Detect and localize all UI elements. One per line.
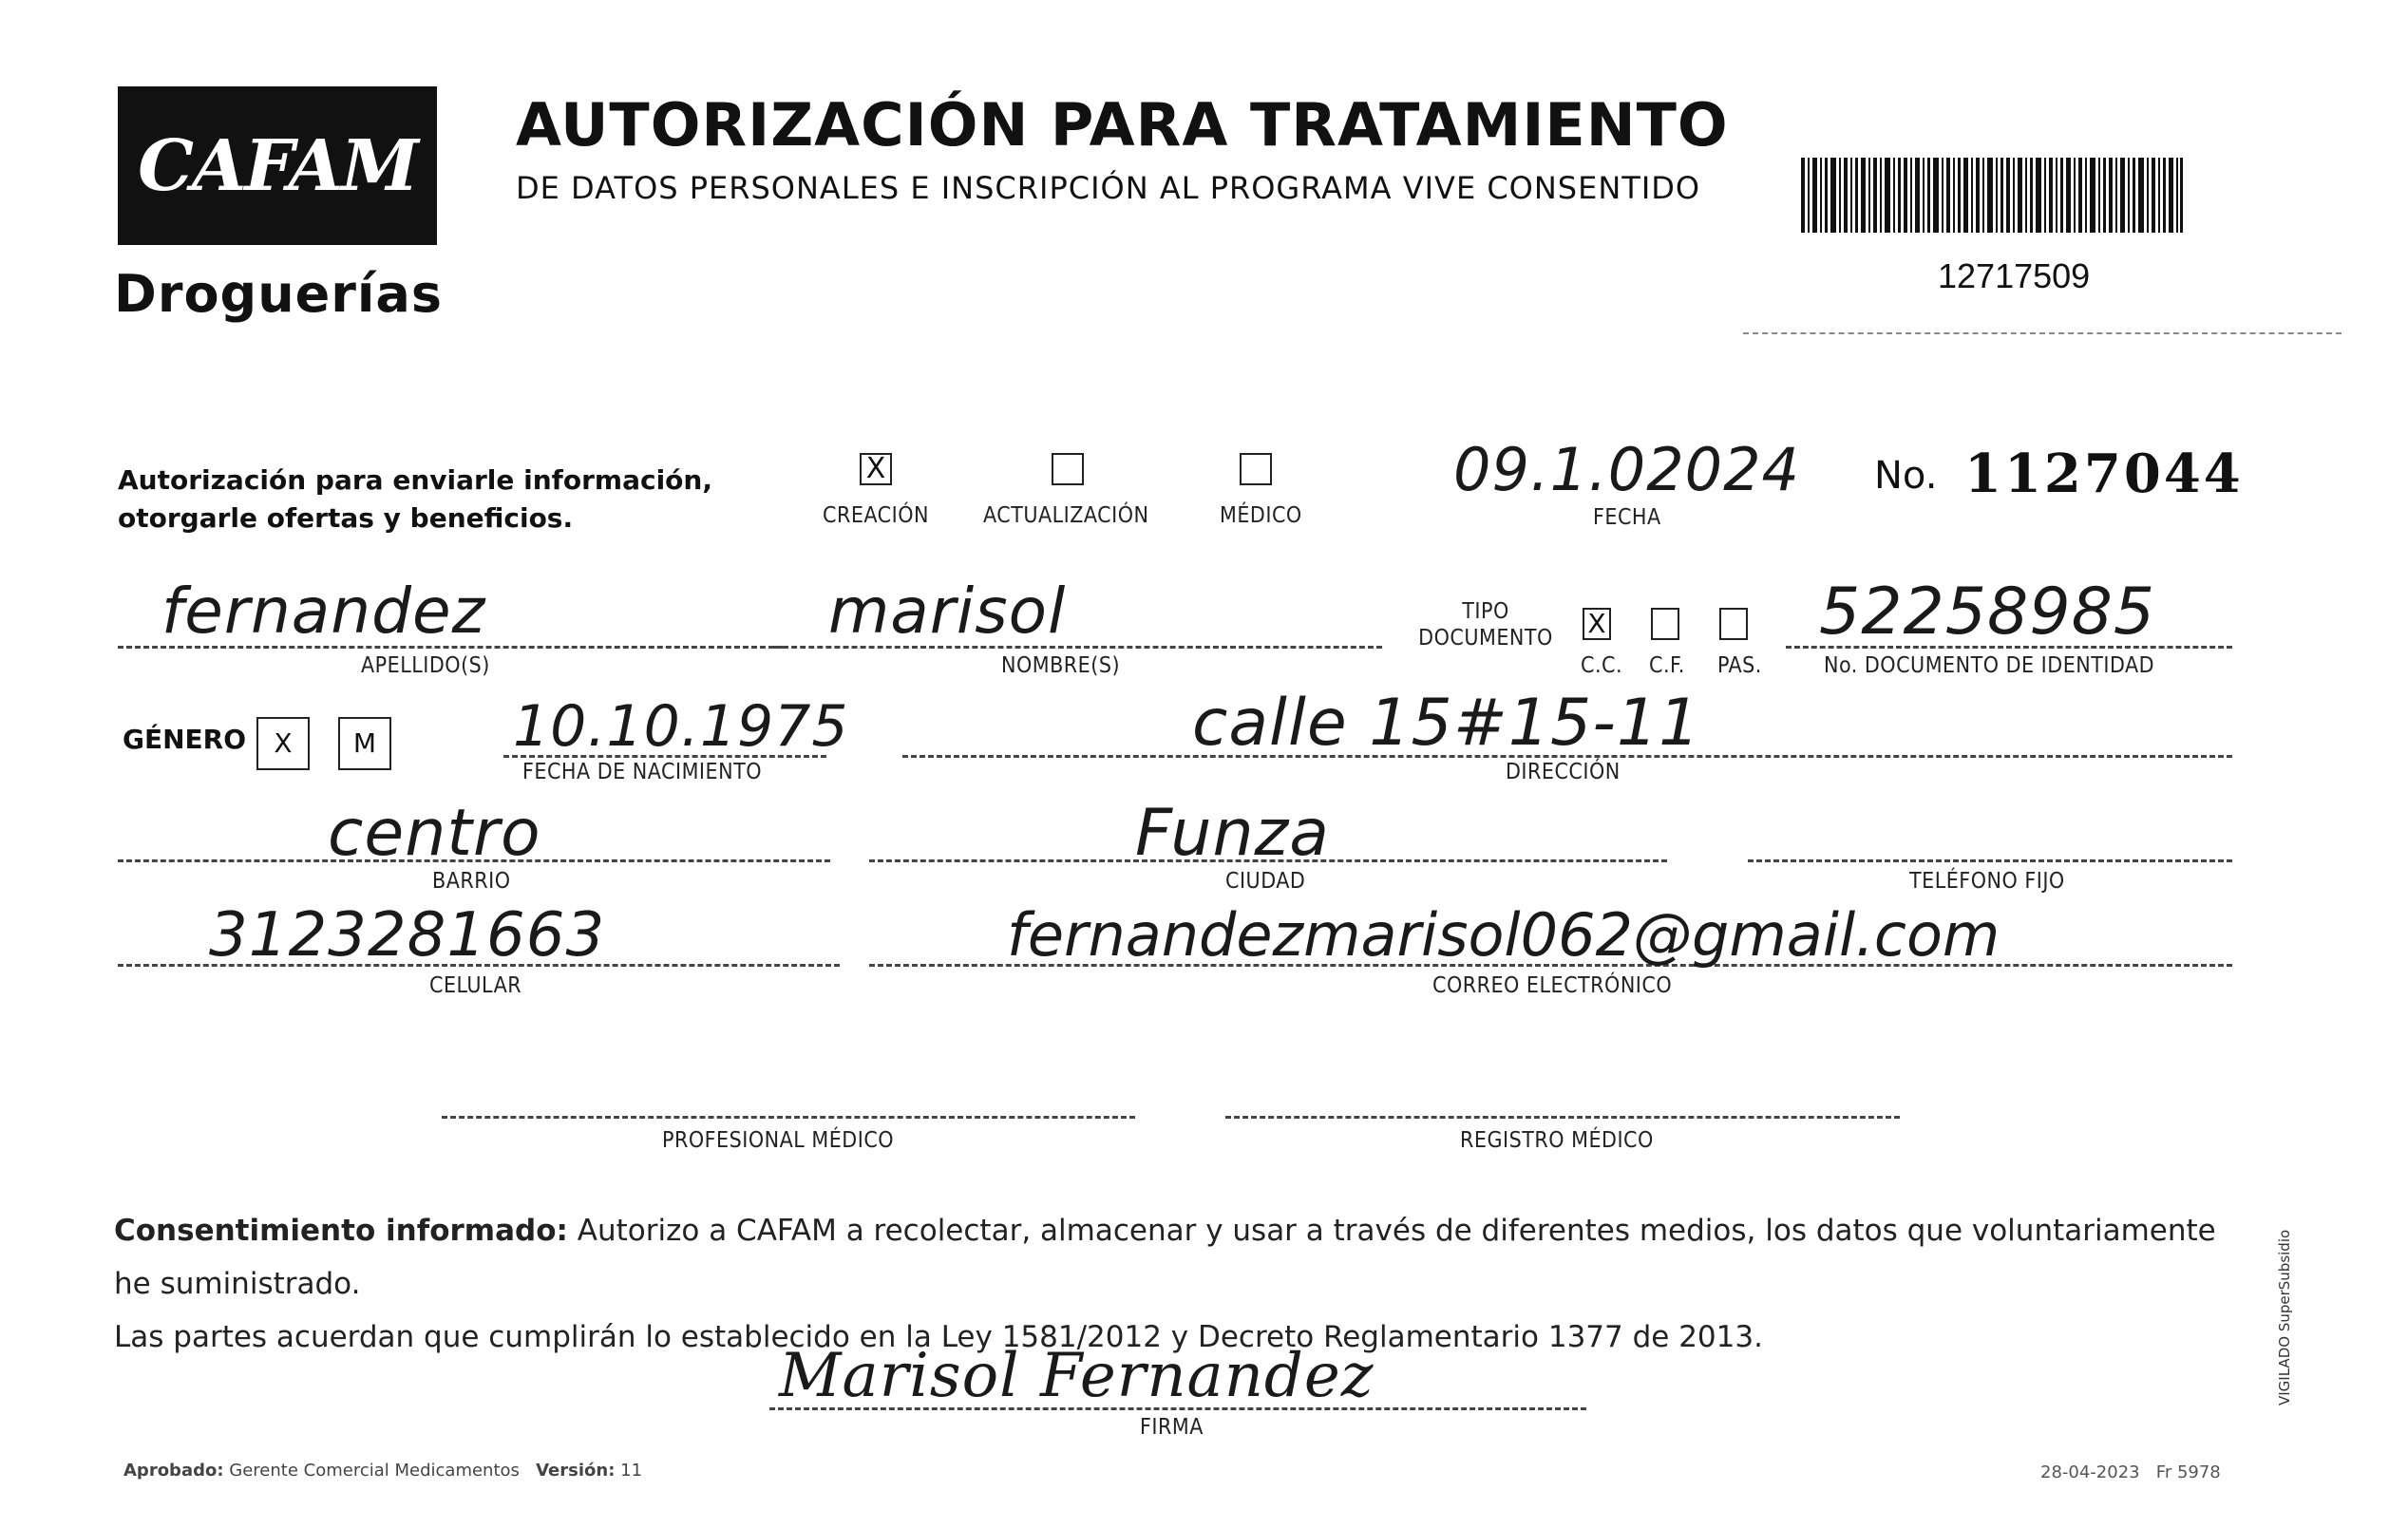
numero-value: 1127044 [1964, 443, 2244, 505]
consent-line1: Autorizo a CAFAM a recolectar, almacenar y usar a través de diferentes medios, los datos que voluntariamente he suministrado. [114, 1214, 2216, 1301]
vigilado-stamp [2270, 1206, 2308, 1415]
barrio-label: BARRIO [432, 869, 511, 894]
form-code: Fr 5978 [2155, 1462, 2221, 1482]
apellido-label: APELLIDO(S) [361, 653, 490, 678]
correo-value[interactable]: fernandezmarisol062@gmail.com [1007, 900, 2000, 970]
version-value: 11 [620, 1461, 643, 1481]
logo-subtitle: Droguerías [114, 264, 443, 324]
firma-label: FIRMA [1140, 1415, 1204, 1440]
label-creacion: CREACIÓN [823, 503, 929, 528]
consent-lead: Consentimiento informado: [114, 1214, 568, 1248]
form-subtitle: DE DATOS PERSONALES E INSCRIPCIÓN AL PROGRAMA VIVE CONSENTIDO [516, 170, 1701, 206]
consent-text [114, 1204, 2261, 1364]
barcode-icon [1801, 158, 2183, 233]
checkbox-cc[interactable]: X [1583, 608, 1611, 640]
ciudad-value[interactable]: Funza [1135, 796, 1330, 871]
checkbox-genero-m[interactable] [338, 717, 391, 770]
label-cf: C.F. [1649, 653, 1685, 678]
celular-value[interactable]: 3123281663 [209, 900, 606, 971]
checkbox-actualizacion[interactable] [1052, 453, 1084, 485]
correo-label: CORREO ELECTRÓNICO [1432, 973, 1673, 998]
checkbox-pas[interactable] [1719, 608, 1748, 640]
consent-line2: Las partes acuerdan que cumplirán lo establecido en la Ley 1581/2012 y Decreto Reglamentario 1377 de 2013. [114, 1320, 1763, 1354]
numero-label: No. [1874, 454, 1938, 498]
firma-signature[interactable]: Marisol Fernandez [779, 1341, 1375, 1411]
nombre-value[interactable]: marisol [828, 575, 1067, 648]
checkbox-creacion[interactable]: X [860, 453, 892, 485]
vigilado-text: VIGILADO SuperSubsidio [2276, 1229, 2293, 1405]
genero-m-label: M [352, 727, 377, 759]
barcode-number: 12717509 [1938, 256, 2091, 295]
nombre-label: NOMBRE(S) [1001, 653, 1121, 678]
footer-date: 28-04-2023 [2040, 1462, 2140, 1482]
genero-label: GÉNERO [123, 724, 247, 755]
line-telefono [1748, 859, 2232, 862]
label-pas: PAS. [1717, 653, 1762, 678]
form-title: AUTORIZACIÓN PARA TRATAMIENTO [516, 90, 1729, 160]
direccion-value[interactable]: calle 15#15-11 [1192, 686, 1701, 761]
label-medico: MÉDICO [1220, 503, 1302, 528]
registro-label: REGISTRO MÉDICO [1460, 1128, 1654, 1153]
aprobado-value: Gerente Comercial Medicamentos [229, 1461, 520, 1481]
fecha-label: FECHA [1593, 505, 1661, 530]
line-profesional [442, 1116, 1135, 1119]
tipo-documento-label: TIPO DOCUMENTO [1418, 599, 1553, 651]
footer-approval [123, 1461, 642, 1481]
apellido-value[interactable]: fernandez [161, 575, 486, 648]
nacimiento-label: FECHA DE NACIMIENTO [522, 760, 762, 784]
label-actualizacion: ACTUALIZACIÓN [983, 503, 1149, 528]
checkbox-genero-f[interactable] [256, 717, 310, 770]
genero-f-mark: X [274, 727, 293, 759]
cafam-logo [118, 86, 437, 245]
checkbox-cf[interactable] [1651, 608, 1679, 640]
direccion-label: DIRECCIÓN [1506, 760, 1621, 784]
divider [1743, 332, 2342, 334]
version-label: Versión: [536, 1461, 616, 1481]
aprobado-label: Aprobado: [123, 1461, 224, 1481]
ciudad-label: CIUDAD [1225, 869, 1306, 894]
celular-label: CELULAR [429, 973, 522, 998]
nacimiento-value[interactable]: 10.10.1975 [513, 693, 849, 760]
intro-text: Autorización para enviarle información, otorgarle ofertas y beneficios. [118, 464, 712, 534]
logo-text: CAFAM [138, 124, 417, 207]
documento-value[interactable]: 52258985 [1819, 575, 2156, 650]
barrio-value[interactable]: centro [328, 796, 541, 871]
footer-code [2040, 1462, 2221, 1482]
label-cc: C.C. [1581, 653, 1623, 678]
line-registro [1225, 1116, 1900, 1119]
profesional-label: PROFESIONAL MÉDICO [662, 1128, 895, 1153]
documento-label: No. DOCUMENTO DE IDENTIDAD [1824, 653, 2155, 678]
checkbox-medico[interactable] [1240, 453, 1272, 485]
telefono-label: TELÉFONO FIJO [1909, 869, 2065, 894]
fecha-value[interactable]: 09.1.02024 [1453, 435, 1800, 504]
